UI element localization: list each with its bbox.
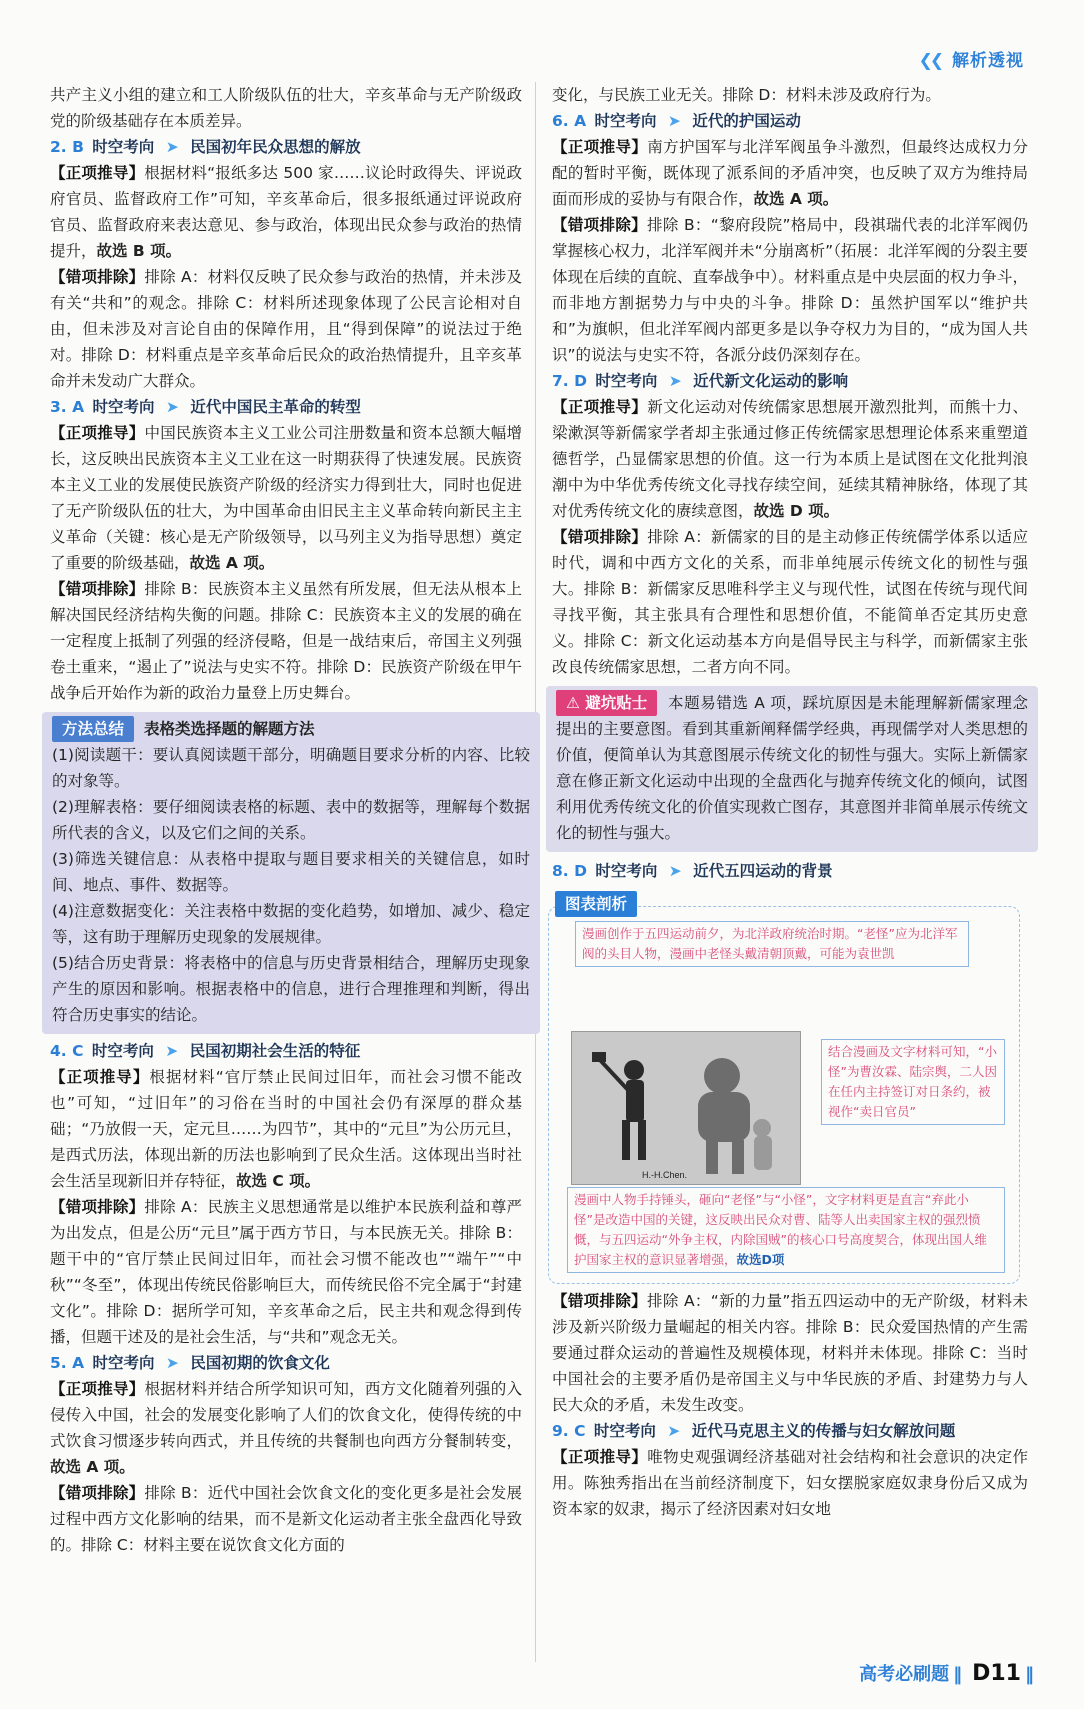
correct-derivation: 【正项推导】根据材料并结合所学知识可知，西方文化随着列强的入侵传入中国，社会的发展变化影响了人们的饮食文化，使得传统的中式饮食习惯逐步转向西式，并且传统的共餐制也向西方分餐制转变，故选 A 项。 — [50, 1380, 522, 1476]
tag-label: 时空考向 — [593, 1422, 656, 1440]
topic-label: 近代五四运动的背景 — [693, 862, 833, 880]
question-6 — [552, 108, 1028, 368]
answer-key: 2. B — [50, 138, 84, 156]
topic-label: 民国初期社会生活的特征 — [189, 1042, 361, 1060]
left-column — [50, 82, 530, 1558]
cartoon-illustration — [572, 1032, 800, 1184]
question-5 — [50, 1350, 522, 1558]
topic-label: 近代新文化运动的影响 — [693, 372, 849, 390]
question-header — [50, 1350, 522, 1376]
header-title: 解析透视 — [952, 51, 1024, 71]
tag-label: 时空考向 — [595, 862, 658, 880]
right-column — [552, 82, 1028, 1522]
answer-key: 4. C — [50, 1042, 84, 1060]
annotation-note: 漫画中人物手持锤头，砸向“老怪”与“小怪”，文字材料更是直言“弃此小怪”是改造中国的关键，这反映出民众对曹、陆等人出卖国家主权的强烈愤慨，与五四运动“外争主权，内除国贼”的核心口号高度契合，体现出国人维护国家主权的意识显著增强，故选D项 — [567, 1187, 1005, 1273]
answer-key: 5. A — [50, 1354, 85, 1372]
page-number: D11 — [972, 1661, 1021, 1686]
warning-icon: ⚠ — [566, 694, 586, 712]
cartoon-image — [571, 1031, 801, 1185]
method-summary-header — [52, 716, 530, 742]
pitfall-badge: ⚠ 避坑贴士 — [556, 690, 657, 716]
book-title: 高考必刷题 — [859, 1664, 950, 1685]
pitfall-tip-text: ⚠ 避坑贴士 本题易错选 A 项，踩坑原因是未能理解新儒家理念提出的主要意图。看到其重新阐释儒学经典，再现儒学对人类思想的价值，便简单认为其意图展示传统文化的韧性与强大。实际上新儒家意在修正新文化运动中出现的全盘西化与抛弃传统文化的倾向，试图利用优秀传统文化的价值实现救亡图存，其意图并非简单展示传统文化的韧性与强大。 — [556, 690, 1028, 846]
method-item: (5)结合历史背景：将表格中的信息与历史背景相结合，理解历史现象产生的原因和影响。根据表格中的信息，进行合理推理和判断，得出符合历史事实的结论。 — [52, 954, 530, 1024]
double-chevron-left-icon: ❮❮ — [918, 51, 942, 71]
arrow-icon: ➤ — [165, 398, 179, 416]
arrow-icon: ➤ — [165, 138, 179, 156]
arrow-icon: ➤ — [668, 862, 682, 880]
wrong-elimination: 【错项排除】排除 A：“新的力量”指五四运动中的无产阶级，材料未涉及新兴阶级力量崛起的相关内容。排除 B：民众爱国热情的产生需要通过群众运动的普遍性及规模体现，材料并未体现。排除 C：当时中国社会的主要矛盾仍是帝国主义与中华民族的矛盾、封建势力与人民大众的矛盾，未发生改变。 — [552, 1292, 1028, 1414]
answer-key: 9. C — [552, 1422, 586, 1440]
topic-label: 近代的护国运动 — [692, 112, 801, 130]
page-header — [919, 46, 1024, 71]
correct-derivation: 【正项推导】南方护国军与北洋军阀虽争斗激烈，但最终达成权力分配的暂时平衡，既体现了派系间的矛盾冲突，也反映了双方为维持局面而形成的妥协与有限合作，故选 A 项。 — [552, 138, 1028, 208]
arrow-icon: ➤ — [165, 1354, 179, 1372]
arrow-icon: ➤ — [668, 372, 682, 390]
topic-label: 近代马克思主义的传播与妇女解放问题 — [691, 1422, 956, 1440]
arrow-icon: ➤ — [667, 112, 681, 130]
answer-key: 8. D — [552, 862, 587, 880]
annotation-note: 漫画创作于五四运动前夕，为北洋政府统治时期。“老怪”应为北洋军阀的头目人物，漫画中老怪头戴清朝顶戴，可能为袁世凯 — [575, 921, 969, 967]
correct-derivation: 【正项推导】新文化运动对传统儒家思想展开激烈批判，而熊十力、梁漱溟等新儒家学者却主张通过修正传统儒家思想理论体系来重塑道德哲学，凸显儒家思想的价值。这一行为本质上是试图在文化批判浪潮中为中华优秀传统文化寻找存续空间，延续其精神脉络，体现了其对优秀传统文化的赓续意图，故选 D 项。 — [552, 398, 1028, 520]
tag-label: 时空考向 — [92, 138, 155, 156]
wrong-elimination: 【错项排除】排除 A：新儒家的目的是主动修正传统儒学体系以适应时代，调和中西方文化的关系，而非单纯展示传统文化的韧性与强大。排除 B：新儒家反思唯科学主义与现代性，试图在传统与现代间寻找平衡，其主张具有合理性和思想价值，不能简单否定其历史意义。排除 C：新文化运动基本方向是倡导民主与科学，而新儒家主张改良传统儒家思想，二者方向不同。 — [552, 528, 1028, 676]
question-header — [552, 368, 1028, 394]
method-item: (2)理解表格：要仔细阅读表格的标题、表中的数据等，理解每个数据所代表的含义，以及它们之间的关系。 — [52, 798, 530, 842]
question-8 — [552, 858, 1028, 1418]
tag-label: 时空考向 — [594, 112, 657, 130]
question-header — [552, 108, 1028, 134]
question-4 — [50, 1038, 522, 1350]
correct-derivation: 【正项推导】唯物史观强调经济基础对社会结构和社会意识的决定作用。陈独秀指出在当前经济制度下，妇女摆脱家庭奴隶身份后又成为资本家的奴隶，揭示了经济因素对妇女地 — [552, 1448, 1028, 1518]
question-header — [552, 858, 1028, 884]
correct-derivation: 【正项推导】中国民族资本主义工业公司注册数量和资本总额大幅增长，这反映出民族资本主义工业在这一时期获得了快速发展。民族资本主义工业的发展使民族资产阶级的经济实力得到壮大，同时也促进了无产阶级队伍的壮大，为中国革命由旧民主主义革命转向新民主主义革命（关键：核心是无产阶级领导，以马列主义为指导思想）奠定了重要的阶级基础，故选 A 项。 — [50, 424, 522, 572]
chart-analysis-box — [548, 895, 1020, 1284]
intro-text: 共产主义小组的建立和工人阶级队伍的壮大，辛亥革命与无产阶级政党的阶级基础存在本质差异。 — [50, 86, 522, 130]
answer-key: 6. A — [552, 112, 587, 130]
method-summary-box — [42, 712, 540, 1034]
question-header — [50, 134, 522, 160]
correct-derivation: 【正项推导】根据材料“报纸多达 500 家……议论时政得失、评说政府官员、监督政府工作”可知，辛亥革命后，很多报纸通过评说政府官员、监督政府来表达意见、参与政治，体现出民众参与政治的热情提升，故选 B 项。 — [50, 164, 522, 260]
arrow-icon: ➤ — [165, 1042, 179, 1060]
answer-key: 3. A — [50, 398, 85, 416]
question-7 — [552, 368, 1028, 680]
topic-label: 近代中国民主革命的转型 — [190, 398, 361, 416]
question-2 — [50, 134, 522, 394]
annotation-note: 结合漫画及文字材料可知，“小怪”为曹汝霖、陆宗舆，二人因在任内主持签订对日条约，被视作“卖日官员” — [821, 1039, 1005, 1125]
question-3 — [50, 394, 522, 706]
method-badge: 方法总结 — [52, 716, 134, 742]
question-header — [50, 394, 522, 420]
method-item: (3)筛选关键信息：从表格中提取与题目要求相关的关键信息，如时间、地点、事件、数据等。 — [52, 850, 530, 894]
question-header — [50, 1038, 522, 1064]
method-item: (4)注意数据变化：关注表格中数据的变化趋势，如增加、减少、稳定等，这有助于理解历史现象的发展规律。 — [52, 902, 530, 946]
separator: ‖ — [953, 1664, 963, 1685]
topic-label: 民国初年民众思想的解放 — [190, 138, 361, 156]
pitfall-tip-box — [546, 686, 1038, 852]
tag-label: 时空考向 — [92, 1354, 155, 1372]
correct-derivation: 【正项推导】根据材料“官厅禁止民间过旧年，而社会习惯不能改也”可知，“过旧年”的习俗在当时的中国社会仍有深厚的群众基础；“乃放假一天，定元旦……为四节”，其中的“元旦”为公历元旦，是西式历法，体现出新的历法也影响到了民众生活。这体现出当时社会生活呈现新旧并存特征，故选 C 项。 — [50, 1068, 522, 1190]
method-title: 表格类选择题的解题方法 — [144, 720, 315, 738]
question-9 — [552, 1418, 1028, 1522]
wrong-elimination: 【错项排除】排除 A：民族主义思想通常是以维护本民族利益和尊严为出发点，但是公历“元旦”属于西方节日，与本民族无关。排除 B：题干中的“官厅禁止民间过旧年，而社会习惯不能改也”“端午”“中秋”“冬至”，体现出传统民俗影响巨大，而传统民俗不完全属于“封建文化”。排除 D：据所学可知，辛亥革命之后，民主共和观念得到传播，但题干述及的是社会生活，与“共和”观念无关。 — [50, 1198, 522, 1346]
separator: ‖ — [1025, 1664, 1034, 1685]
wrong-elimination: 【错项排除】排除 A：材料仅反映了民众参与政治的热情，并未涉及有关“共和”的观念。排除 C：材料所述现象体现了公民言论相对自由，但未涉及对言论自由的保障作用，且“得到保障”的说法过于绝对。排除 D：材料重点是辛亥革命后民众的政治热情提升，且辛亥革命并未发动广大群众。 — [50, 268, 522, 390]
arrow-icon: ➤ — [667, 1422, 681, 1440]
page-footer — [859, 1660, 1038, 1686]
method-item: (1)阅读题干：要认真阅读题干部分，明确题目要求分析的内容、比较的对象等。 — [52, 746, 530, 790]
cartoon-signature: H.-H.Chen. — [642, 1170, 688, 1180]
topic-label: 民国初期的饮食文化 — [190, 1354, 330, 1372]
question-header — [552, 1418, 1028, 1444]
analysis-badge: 图表剖析 — [555, 891, 637, 917]
wrong-elimination: 【错项排除】排除 B：民族资本主义虽然有所发展，但无法从根本上解决国民经济结构失衡的问题。排除 C：民族资本主义的发展的确在一定程度上抵制了列强的经济侵略，但是一战结束后，帝国主义列强卷土重来，“遏止了”说法与史实不符。排除 D：民族资产阶级在甲午战争后开始作为新的政治力量登上历史舞台。 — [50, 580, 522, 702]
continued-text: 变化，与民族工业无关。排除 D：材料未涉及政府行为。 — [552, 86, 941, 104]
tag-label: 时空考向 — [595, 372, 658, 390]
tag-label: 时空考向 — [92, 398, 155, 416]
wrong-elimination: 【错项排除】排除 B：近代中国社会饮食文化的变化更多是社会发展过程中西方文化影响的结果，而不是新文化运动者主张全盘西化导致的。排除 C：材料主要在说饮食文化方面的 — [50, 1484, 522, 1554]
answer-key: 7. D — [552, 372, 587, 390]
wrong-elimination: 【错项排除】排除 B：“黎府段院”格局中，段祺瑞代表的北洋军阀仍掌握核心权力，北洋军阀并未“分崩离析”（拓展：北洋军阀的分裂主要体现在后续的直皖、直奉战争中）。材料重点是中央层面的权力争斗，而非地方割据势力与中央的斗争。排除 D：虽然护国军以“维护共和”为旗帜，但北洋军阀内部更多是以争夺权力为目的，“成为国人共识”的说法与史实不符，各派分歧仍深刻存在。 — [552, 216, 1028, 364]
tag-label: 时空考向 — [91, 1042, 154, 1060]
